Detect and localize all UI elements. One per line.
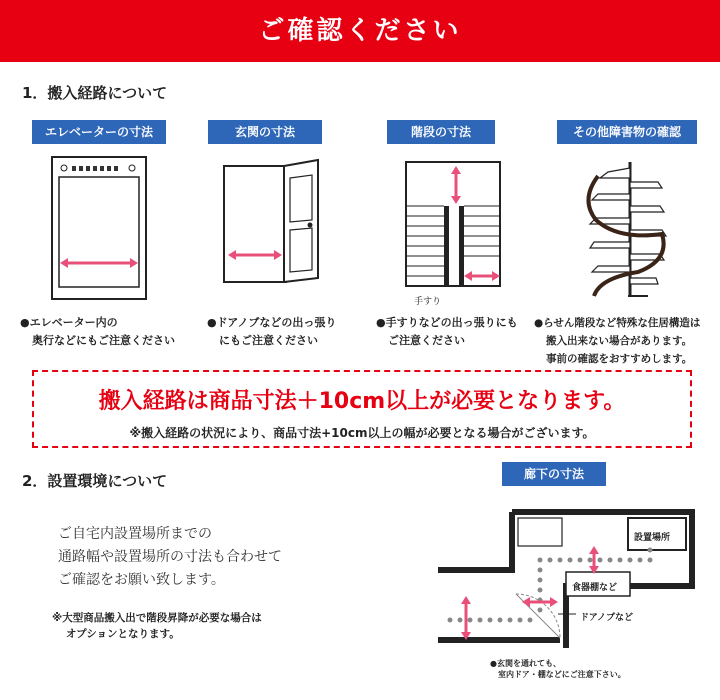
alert-sub-text: ※搬入経路の状況により、商品寸法+10cm以上の幅が必要となる場合がございます。 xyxy=(129,426,595,440)
category-entrance: 玄関の寸法 xyxy=(208,120,322,144)
section2-title: 2．設置環境について xyxy=(22,472,168,490)
handrail-label: 手すり xyxy=(414,297,442,307)
note-elevator xyxy=(20,314,175,350)
note-stairs xyxy=(376,314,518,350)
category-obstacles: その他障害物の確認 xyxy=(557,120,697,144)
corridor-note-line1: ●玄関を通れても、 xyxy=(490,659,561,668)
note-elevator-line1: ●エレベーター内の xyxy=(20,316,118,329)
entrance-illustration xyxy=(222,158,322,288)
section2-body-line3: ご確認をお願い致します。 xyxy=(58,572,225,588)
page-banner: ご確認ください xyxy=(0,0,720,62)
elevator-illustration xyxy=(50,155,150,305)
note-stairs-line2: ご注意ください xyxy=(388,334,465,347)
option-note-line1: ※大型商品搬入出で階段昇降が必要な場合は xyxy=(52,612,262,624)
note-entrance-line1: ●ドアノブなどの出っ張り xyxy=(207,316,337,329)
note-obstacles xyxy=(534,314,700,368)
door-knob-label: ドアノブなど xyxy=(580,613,634,623)
note-entrance xyxy=(207,314,336,350)
note-elevator-line2: 奥行などにもご注意ください xyxy=(32,334,175,347)
note-obstacles-line3: 事前の確認をおすすめします。 xyxy=(546,353,693,365)
section2-body xyxy=(58,523,282,592)
note-obstacles-line2: 搬入出来ない場合があります。 xyxy=(546,335,693,347)
note-obstacles-line1: ●らせん階段など特殊な住居構造は xyxy=(534,317,701,329)
install-location-label: 設置場所 xyxy=(634,533,671,543)
corridor-note xyxy=(490,658,626,680)
category-corridor: 廊下の寸法 xyxy=(502,462,606,486)
option-note xyxy=(52,610,262,642)
option-note-line2: オプションとなります。 xyxy=(66,628,180,640)
corridor-note-line2: 室内ドア・棚などにご注意下さい。 xyxy=(498,670,626,679)
section2-body-line1: ご自宅内設置場所までの xyxy=(58,526,212,542)
alert-main-text: 搬入経路は商品寸法＋10cm以上が必要となります。 xyxy=(98,389,626,414)
section1-title: 1．搬入経路について xyxy=(22,84,168,102)
category-stairs: 階段の寸法 xyxy=(387,120,495,144)
section2-body-line2: 通路幅や設置場所の寸法も合わせて xyxy=(58,549,282,565)
category-elevator: エレベーターの寸法 xyxy=(32,120,166,144)
note-entrance-line2: にもご注意ください xyxy=(219,334,318,347)
shelf-label: 食器棚など xyxy=(572,583,618,593)
stairs-illustration xyxy=(404,160,504,292)
note-stairs-line1: ●手すりなどの出っ張りにも xyxy=(376,316,518,329)
spiral-stair-illustration xyxy=(578,160,668,300)
